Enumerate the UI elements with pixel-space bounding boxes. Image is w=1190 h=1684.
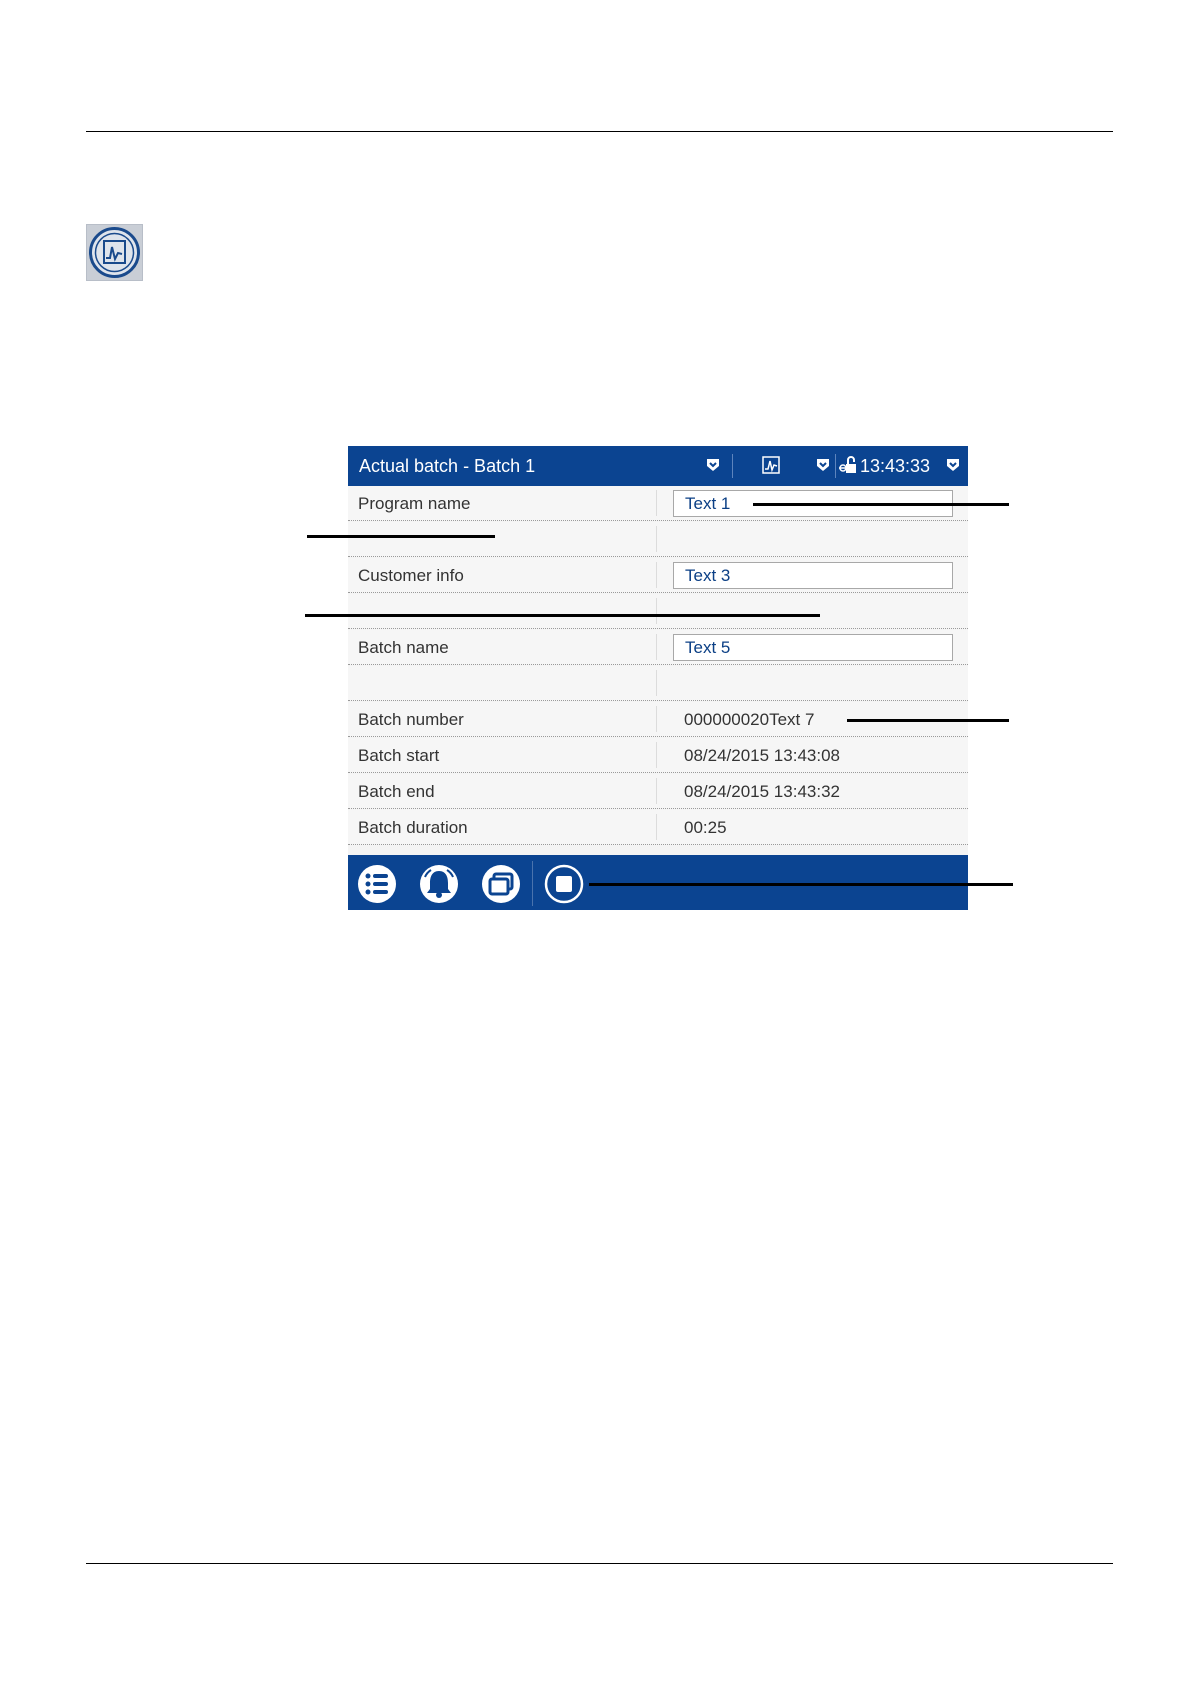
row-label: Batch duration [358, 818, 468, 837]
row-divider [656, 526, 657, 552]
title-separator [835, 454, 836, 478]
row-label: Batch number [358, 710, 464, 729]
callout-line [753, 503, 1009, 506]
batch-end-value: 08/24/2015 13:43:32 [684, 782, 840, 801]
row-divider [656, 706, 657, 732]
row-batch-name [348, 630, 968, 665]
row-label: Customer info [358, 566, 464, 585]
row-batch-duration [348, 810, 968, 845]
title-separator [732, 454, 733, 478]
trend-chart-icon[interactable] [761, 455, 781, 475]
row-customer-info [348, 558, 968, 593]
row-divider [656, 562, 657, 588]
row-empty [348, 594, 968, 629]
callout-line [307, 535, 495, 538]
row-divider [656, 490, 657, 516]
batch-start-value: 08/24/2015 13:43:08 [684, 746, 840, 765]
row-divider [656, 670, 657, 696]
row-divider [656, 598, 657, 624]
row-divider [656, 742, 657, 768]
title-bar [348, 446, 968, 486]
trend-chart-icon [86, 224, 143, 281]
callout-line [847, 719, 1009, 722]
customer-info-field[interactable]: Text 3 [673, 562, 953, 589]
footer-rule [86, 1563, 1113, 1564]
batch-number-value: 000000020Text 7 [684, 710, 815, 729]
stop-icon[interactable] [544, 864, 584, 904]
row-batch-start [348, 738, 968, 773]
batch-name-field[interactable]: Text 5 [673, 634, 953, 661]
row-label: Batch end [358, 782, 435, 801]
row-empty [348, 522, 968, 557]
row-label: Batch start [358, 746, 440, 765]
clock: 13:43:33 [860, 456, 931, 476]
row-divider [656, 814, 657, 840]
batch-screen [348, 446, 968, 910]
batch-duration-value: 00:25 [684, 818, 727, 837]
dropdown-arrow-icon[interactable] [814, 456, 832, 474]
callout-line [305, 614, 820, 617]
screen-title: Actual batch - Batch 1 [359, 456, 536, 476]
menu-list-icon[interactable] [357, 864, 397, 904]
header-rule [86, 131, 1113, 132]
alarm-bell-icon[interactable] [419, 864, 459, 904]
dropdown-arrow-icon[interactable] [944, 456, 962, 474]
row-divider [656, 778, 657, 804]
callout-line [589, 883, 1013, 886]
bottom-separator [532, 861, 533, 906]
program-name-field[interactable]: Text 1 [673, 490, 953, 517]
row-empty [348, 666, 968, 701]
lock-open-icon[interactable] [838, 455, 858, 475]
windows-icon[interactable] [481, 864, 521, 904]
dropdown-arrow-icon[interactable] [704, 456, 722, 474]
row-batch-end [348, 774, 968, 809]
row-divider [656, 634, 657, 660]
row-label: Batch name [358, 638, 449, 657]
row-label: Program name [358, 494, 471, 513]
